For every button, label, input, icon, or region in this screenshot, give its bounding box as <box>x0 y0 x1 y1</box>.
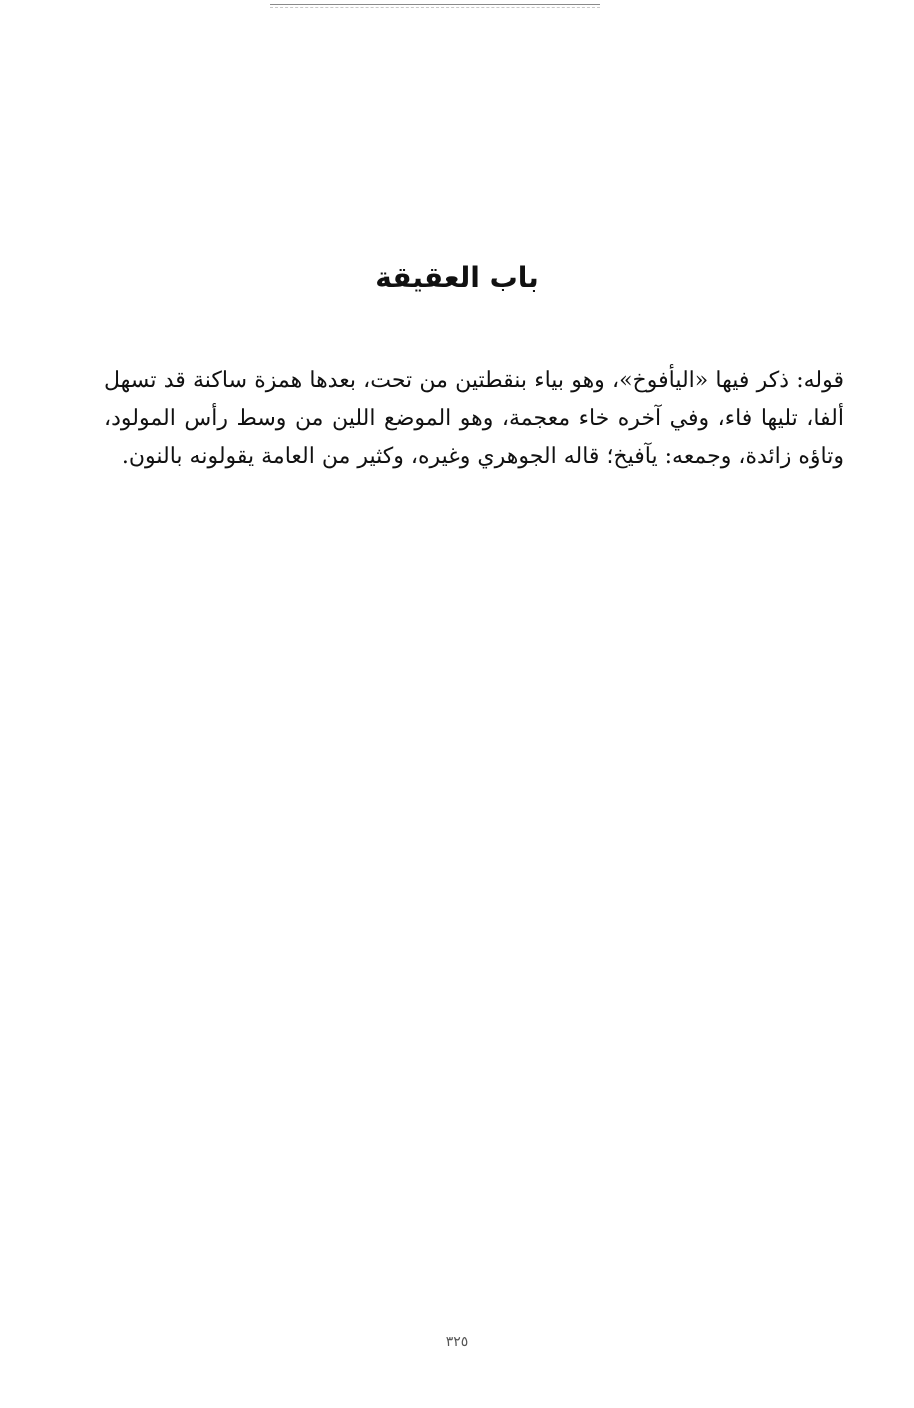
chapter-heading: باب العقيقة <box>375 261 539 294</box>
top-rule <box>270 4 600 5</box>
body-paragraph: قوله: ذكر فيها «اليأفوخ»، وهو بياء بنقطتين من تحت، بعدها همزة ساكنة قد تسهل ألفا، تليها فاء، وفي آخره خاء معجمة، وهو الموضع اللين من وسط رأس المولود، وتاؤه زائدة، وجمعه: يآفيخ؛ قاله الجوهري وغيره، وكثير من العامة يقولونه بالنون. <box>104 368 844 469</box>
page-number: ٣٢٥ <box>445 1334 469 1350</box>
